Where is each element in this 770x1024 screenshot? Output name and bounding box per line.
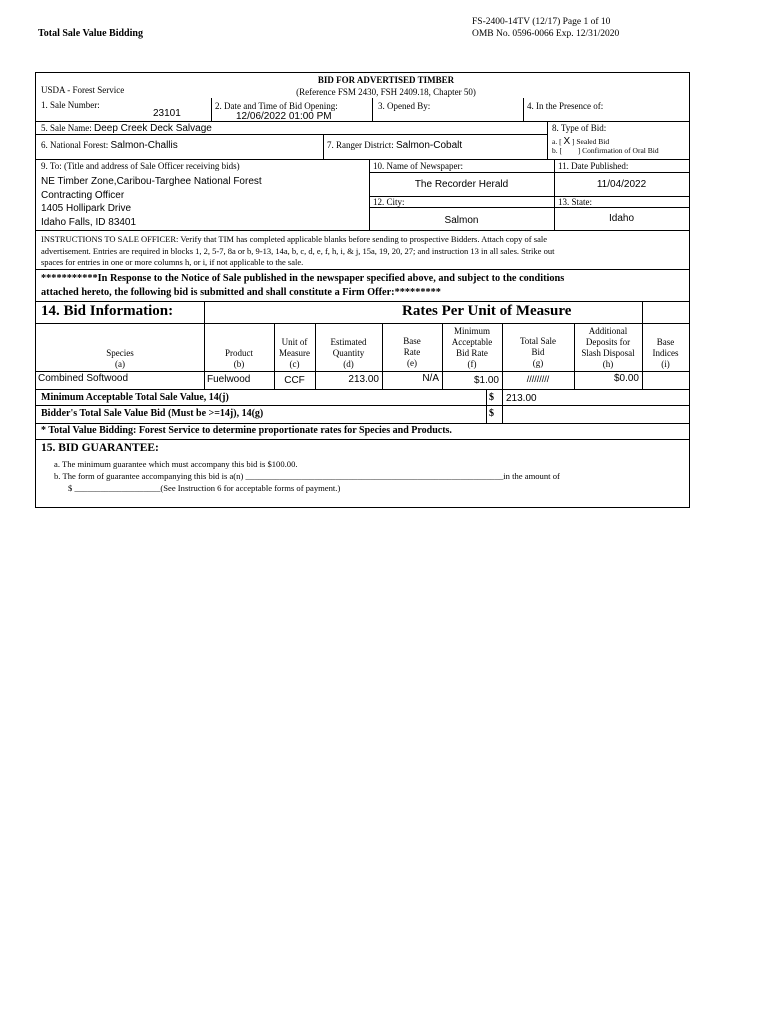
table-row	[36, 372, 689, 389]
column-header-slash-disposal: Additional Deposits for Slash Disposal (h)	[581, 326, 635, 369]
national-forest-value: Salmon-Challis	[110, 140, 178, 151]
form-number: FS-2400-14TV (12/17) Page 1 of 10	[472, 17, 611, 27]
oral-bid-option[interactable]: b. [ ] Confirmation of Oral Bid	[552, 146, 659, 155]
bid-guarantee-heading: 15. BID GUARANTEE:	[41, 442, 159, 454]
city-value: Salmon	[444, 215, 479, 226]
form-title-left: Total Sale Value Bidding	[38, 28, 143, 39]
newspaper-label: 10. Name of Newspaper:	[373, 161, 463, 171]
product-cell: Fuelwood	[207, 374, 251, 385]
bid-type-options	[552, 137, 659, 155]
presence-label: 4. In the Presence of:	[527, 101, 604, 111]
sale-number-label: 1. Sale Number:	[41, 100, 100, 110]
type-of-bid-label: 8. Type of Bid:	[552, 123, 607, 133]
address-line: Contracting Officer	[41, 189, 125, 201]
column-header-product: Product (b)	[225, 348, 253, 369]
min-rate-cell: $1.00	[473, 375, 499, 386]
sale-officer-address	[41, 175, 262, 229]
form-number-block	[472, 16, 619, 40]
column-header-min-bid-rate: Minimum Acceptable Bid Rate (f)	[451, 326, 493, 369]
form-main-title: BID FOR ADVERTISED TIMBER	[317, 75, 455, 85]
bid-opening-label: 2. Date and Time of Bid Opening:	[215, 101, 338, 111]
address-line: NE Timber Zone,Caribou-Targhee National Forest	[41, 176, 262, 187]
city-label: 12. City:	[373, 197, 405, 207]
opened-by-label: 3. Opened By:	[378, 101, 431, 111]
bid-information-heading: 14. Bid Information:	[41, 303, 174, 319]
sealed-bid-checkmark: X	[563, 136, 571, 147]
form-reference: (Reference FSM 2430, FSH 2409.18, Chapter 50)	[296, 87, 476, 97]
date-published-value: 11/04/2022	[596, 179, 647, 190]
quantity-cell: 213.00	[348, 374, 379, 385]
national-forest-label: 6. National Forest: Salmon-Challis	[41, 140, 178, 151]
sale-name-label-text: 5. Sale Name:	[41, 123, 92, 133]
bid-form	[35, 72, 690, 508]
total-bid-cell: /////////	[526, 374, 550, 384]
column-header-base-indices: Base Indices (i)	[652, 337, 679, 369]
guarantee-item-a: a. The minimum guarantee which must accompany this bid is $100.00.	[54, 459, 298, 469]
species-cell: Combined Softwood	[38, 373, 129, 384]
agency-label: USDA - Forest Service	[41, 85, 125, 95]
sale-name-value: Deep Creek Deck Salvage	[94, 123, 212, 134]
bidder-total-dollar-sign: $	[489, 408, 494, 419]
bid-opening-value: 12/06/2022 01:00 PM	[236, 111, 332, 122]
state-label: 13. State:	[558, 197, 592, 207]
firm-offer-statement: ***********In Response to the Notice of Sale published in the newspaper specified above, and subject to the conditions attached hereto, the following bid is submitted and shall constitute a Firm Offer:*********	[41, 273, 565, 298]
guarantee-item-b: b. The form of guarantee accompanying this bid is a(n) ____________________________________________________________in the amount of	[54, 471, 560, 481]
sale-number-value: 23101	[153, 108, 181, 119]
unit-cell: CCF	[284, 375, 305, 386]
bid-guarantee-text	[54, 458, 560, 494]
ranger-district-value: Salmon-Cobalt	[396, 140, 463, 151]
address-line: 1405 Hollipark Drive	[41, 203, 132, 214]
total-value-bidding-note: * Total Value Bidding: Forest Service to determine proportionate rates for Species and Products.	[41, 425, 452, 436]
bidder-total-label: Bidder's Total Sale Value Bid (Must be >=14j), 14(g)	[41, 408, 264, 419]
newspaper-value: The Recorder Herald	[414, 179, 509, 190]
min-total-value: 213.00	[506, 393, 537, 404]
slash-disposal-cell: $0.00	[613, 373, 639, 384]
rates-per-unit-heading: Rates Per Unit of Measure	[402, 303, 572, 319]
column-header-unit: Unit of Measure (c)	[279, 337, 310, 369]
column-header-base-rate: Base Rate (e)	[403, 336, 421, 368]
sale-name-label	[41, 123, 212, 134]
state-value: Idaho	[608, 213, 635, 224]
date-published-label: 11. Date Published:	[558, 161, 629, 171]
sealed-bid-option[interactable]: a. [ X ] Sealed Bid	[552, 136, 610, 147]
min-total-value-label: Minimum Acceptable Total Sale Value, 14(j)	[41, 392, 229, 403]
sale-officer-label: 9. To: (Title and address of Sale Officer receiving bids)	[41, 161, 240, 171]
omb-number: OMB No. 0596-0066 Exp. 12/31/2020	[472, 29, 620, 39]
instructions-to-sale-officer: INSTRUCTIONS TO SALE OFFICER: Verify that TIM has completed applicable blanks before sending to prospective Bidders. Attach copy of sale advertisement. Entries are required in blocks 1, 2, 5-7, 8a or b, 9-13, 14a, b, c, d, e, f, h, i, & j, 15a, 19, 20, 27; and instruction 13 in all sales. Strike out spaces for entries in one or more columns h, or i, if not applicable to the sale.	[41, 234, 555, 267]
ranger-district-label: 7. Ranger District: Salmon-Cobalt	[327, 140, 463, 151]
base-rate-cell: N/A	[422, 373, 439, 384]
column-header-species: Species (a)	[106, 348, 134, 369]
column-header-quantity: Estimated Quantity (d)	[330, 337, 367, 369]
column-header-total-sale-bid: Total Sale Bid (g)	[519, 336, 557, 368]
guarantee-amount: $ ____________________(See Instruction 6 for acceptable forms of payment.)	[68, 483, 341, 493]
address-line: Idaho Falls, ID 83401	[41, 216, 137, 228]
min-total-dollar-sign: $	[489, 392, 494, 403]
